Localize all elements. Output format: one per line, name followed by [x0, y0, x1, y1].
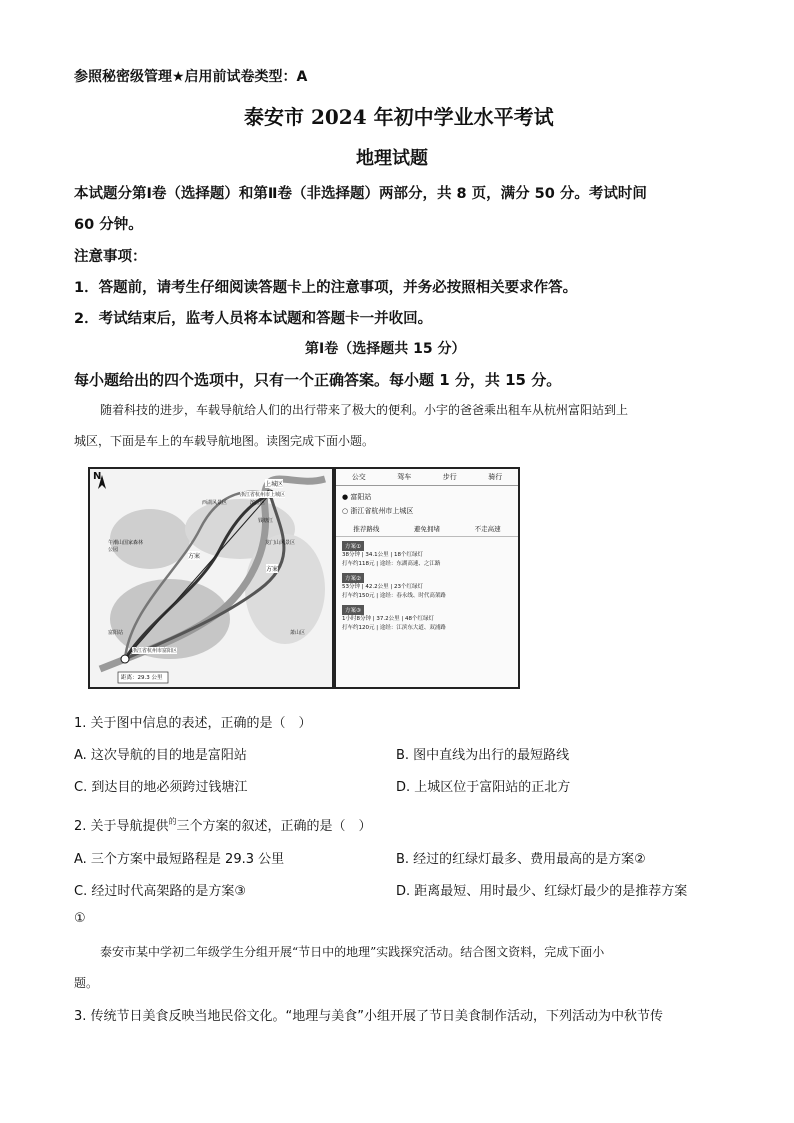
origin-marker-icon	[121, 655, 129, 663]
q2-option-a: A. 三个方案中最短路程是 29.3 公里	[74, 852, 285, 867]
map-label-station: 富阳站	[108, 630, 124, 636]
passage-1-line-1: 随着科技的进步，车载导航给人们的出行带来了极大的便利。小宇的爸爸乘出租车从杭州富阳站到上	[100, 403, 629, 417]
q2-stem-mark: 的	[168, 817, 177, 826]
route-summary: 53分钟 | 42.2公里 | 23个红绿灯	[342, 584, 423, 590]
q2-stem-rest: 三个方案的叙述，正确的是（ ）	[176, 819, 372, 834]
secret-level-line: 参照秘密级管理★启用前试卷类型：A	[74, 69, 308, 85]
q2-stem-start: 2. 关于导航提供	[74, 819, 169, 834]
nav-tab-bar	[336, 469, 518, 486]
tab-bus[interactable]: 公交	[351, 473, 366, 481]
route-detail: 打车约120元 | 途经：江滨东大道、双浦路	[342, 625, 446, 631]
exam-title: 泰安市 2024 年初中学业水平考试	[244, 105, 554, 129]
destination-dot-icon: ○	[342, 507, 349, 515]
route-option-3[interactable]	[342, 605, 512, 633]
q1-option-c: C. 到达目的地必须跨过钱塘江	[74, 780, 248, 795]
notes-item-1: 1．答题前，请考生仔细阅读答题卡上的注意事项，并务必按照相关要求作答。	[74, 280, 578, 296]
navigation-map	[88, 467, 334, 689]
route-detail: 打车约150元 | 途经：春永线、时代高架路	[342, 593, 446, 599]
tab-bike[interactable]: 骑行	[488, 473, 503, 481]
tab-car[interactable]: 驾车	[397, 473, 412, 481]
pref-no-highway[interactable]: 不走高速	[474, 525, 501, 533]
q1-option-a: A. 这次导航的目的地是富阳站	[74, 748, 247, 763]
notes-item-2: 2．考试结束后，监考人员将本试题和答题卡一并收回。	[74, 311, 433, 327]
q1-option-d: D. 上城区位于富阳站的正北方	[396, 780, 571, 795]
route-preferences	[336, 524, 518, 537]
q1-stem: 1. 关于图中信息的表述，正确的是（ ）	[74, 716, 312, 731]
passage-2-line-2: 题。	[74, 976, 99, 990]
intro-line-1: 本试题分第Ⅰ卷（选择题）和第Ⅱ卷（非选择题）两部分，共 8 页，满分 50 分。考试时间	[74, 186, 647, 202]
map-label-binjiang: 滨江区	[250, 500, 266, 506]
route-option-2[interactable]	[342, 573, 512, 601]
north-label: N	[93, 471, 102, 482]
tab-walk[interactable]: 步行	[442, 473, 457, 481]
route-detail: 打车约118元 | 途经：东湖高速、之江路	[342, 561, 441, 567]
map-label-option-2: 方案	[266, 566, 279, 573]
origin-dot-icon: ●	[342, 493, 349, 501]
passage-2-line-1: 泰安市某中学初二年级学生分组开展“节日中的地理”实践探究活动。结合图文资料，完成下面小	[100, 945, 605, 959]
q1-option-b: B. 图中直线为出行的最短路线	[396, 748, 570, 763]
pref-avoid-jam[interactable]: 避免拥堵	[413, 525, 440, 533]
map-label-distance: 距离：29.3 公里	[121, 675, 163, 681]
route-option-1[interactable]	[342, 541, 512, 569]
passage-1-line-2: 城区，下面是车上的车载导航地图。读图完成下面小题。	[74, 434, 375, 448]
exam-subtitle: 地理试题	[356, 148, 428, 169]
q2-option-d: D. 距离最短、用时最少、红绿灯最少的是推荐方案	[396, 884, 688, 899]
map-label-shangcheng: 上城区	[265, 481, 284, 488]
q3-stem: 3. 传统节日美食反映当地民俗文化。“地理与美食”小组开展了节日美食制作活动，下列活动为中秋节传	[74, 1009, 664, 1024]
map-label-option-1: 方案	[188, 553, 201, 560]
intro-line-2: 60 分钟。	[74, 217, 143, 233]
q2-option-d-continued: ①	[74, 911, 86, 926]
q2-option-b: B. 经过的红绿灯最多、费用最高的是方案②	[396, 852, 646, 867]
pref-recommended[interactable]: 推荐路线	[353, 525, 380, 533]
map-label-scenic: 龙门山风景区	[265, 540, 296, 546]
map-label-origin: 浙江省杭州市富阳区	[132, 648, 178, 654]
route-summary: 38分钟 | 34.1公里 | 18个红绿灯	[342, 552, 423, 558]
section-title: 第Ⅰ卷（选择题共 15 分）	[305, 341, 466, 357]
route-tag: 方案②	[342, 573, 364, 583]
route-tag: 方案①	[342, 541, 364, 551]
notes-heading: 注意事项：	[74, 249, 147, 265]
from-field[interactable]: 富阳站	[350, 493, 372, 501]
map-label-dest: 浙江省杭州市上城区	[240, 492, 286, 498]
from-row[interactable]	[336, 490, 518, 504]
map-label-river: 钱塘江	[258, 518, 274, 524]
to-field[interactable]: 浙江省杭州市上城区	[350, 507, 414, 515]
map-label-park: 午潮山国家森林公园	[108, 540, 144, 553]
route-tag: 方案③	[342, 605, 364, 615]
section-instruction: 每小题给出的四个选项中，只有一个正确答案。每小题 1 分，共 15 分。	[74, 371, 562, 389]
to-row[interactable]	[336, 504, 518, 518]
navigation-panel	[334, 467, 520, 689]
q2-stem	[74, 815, 372, 834]
q2-option-c: C. 经过时代高架路的是方案③	[74, 884, 246, 899]
route-summary: 1小时8分钟 | 37.2公里 | 48个红绿灯	[342, 616, 434, 622]
map-label-xiaoshan: 萧山区	[290, 630, 306, 636]
map-label-xihu: 西湖风景区	[202, 500, 228, 506]
